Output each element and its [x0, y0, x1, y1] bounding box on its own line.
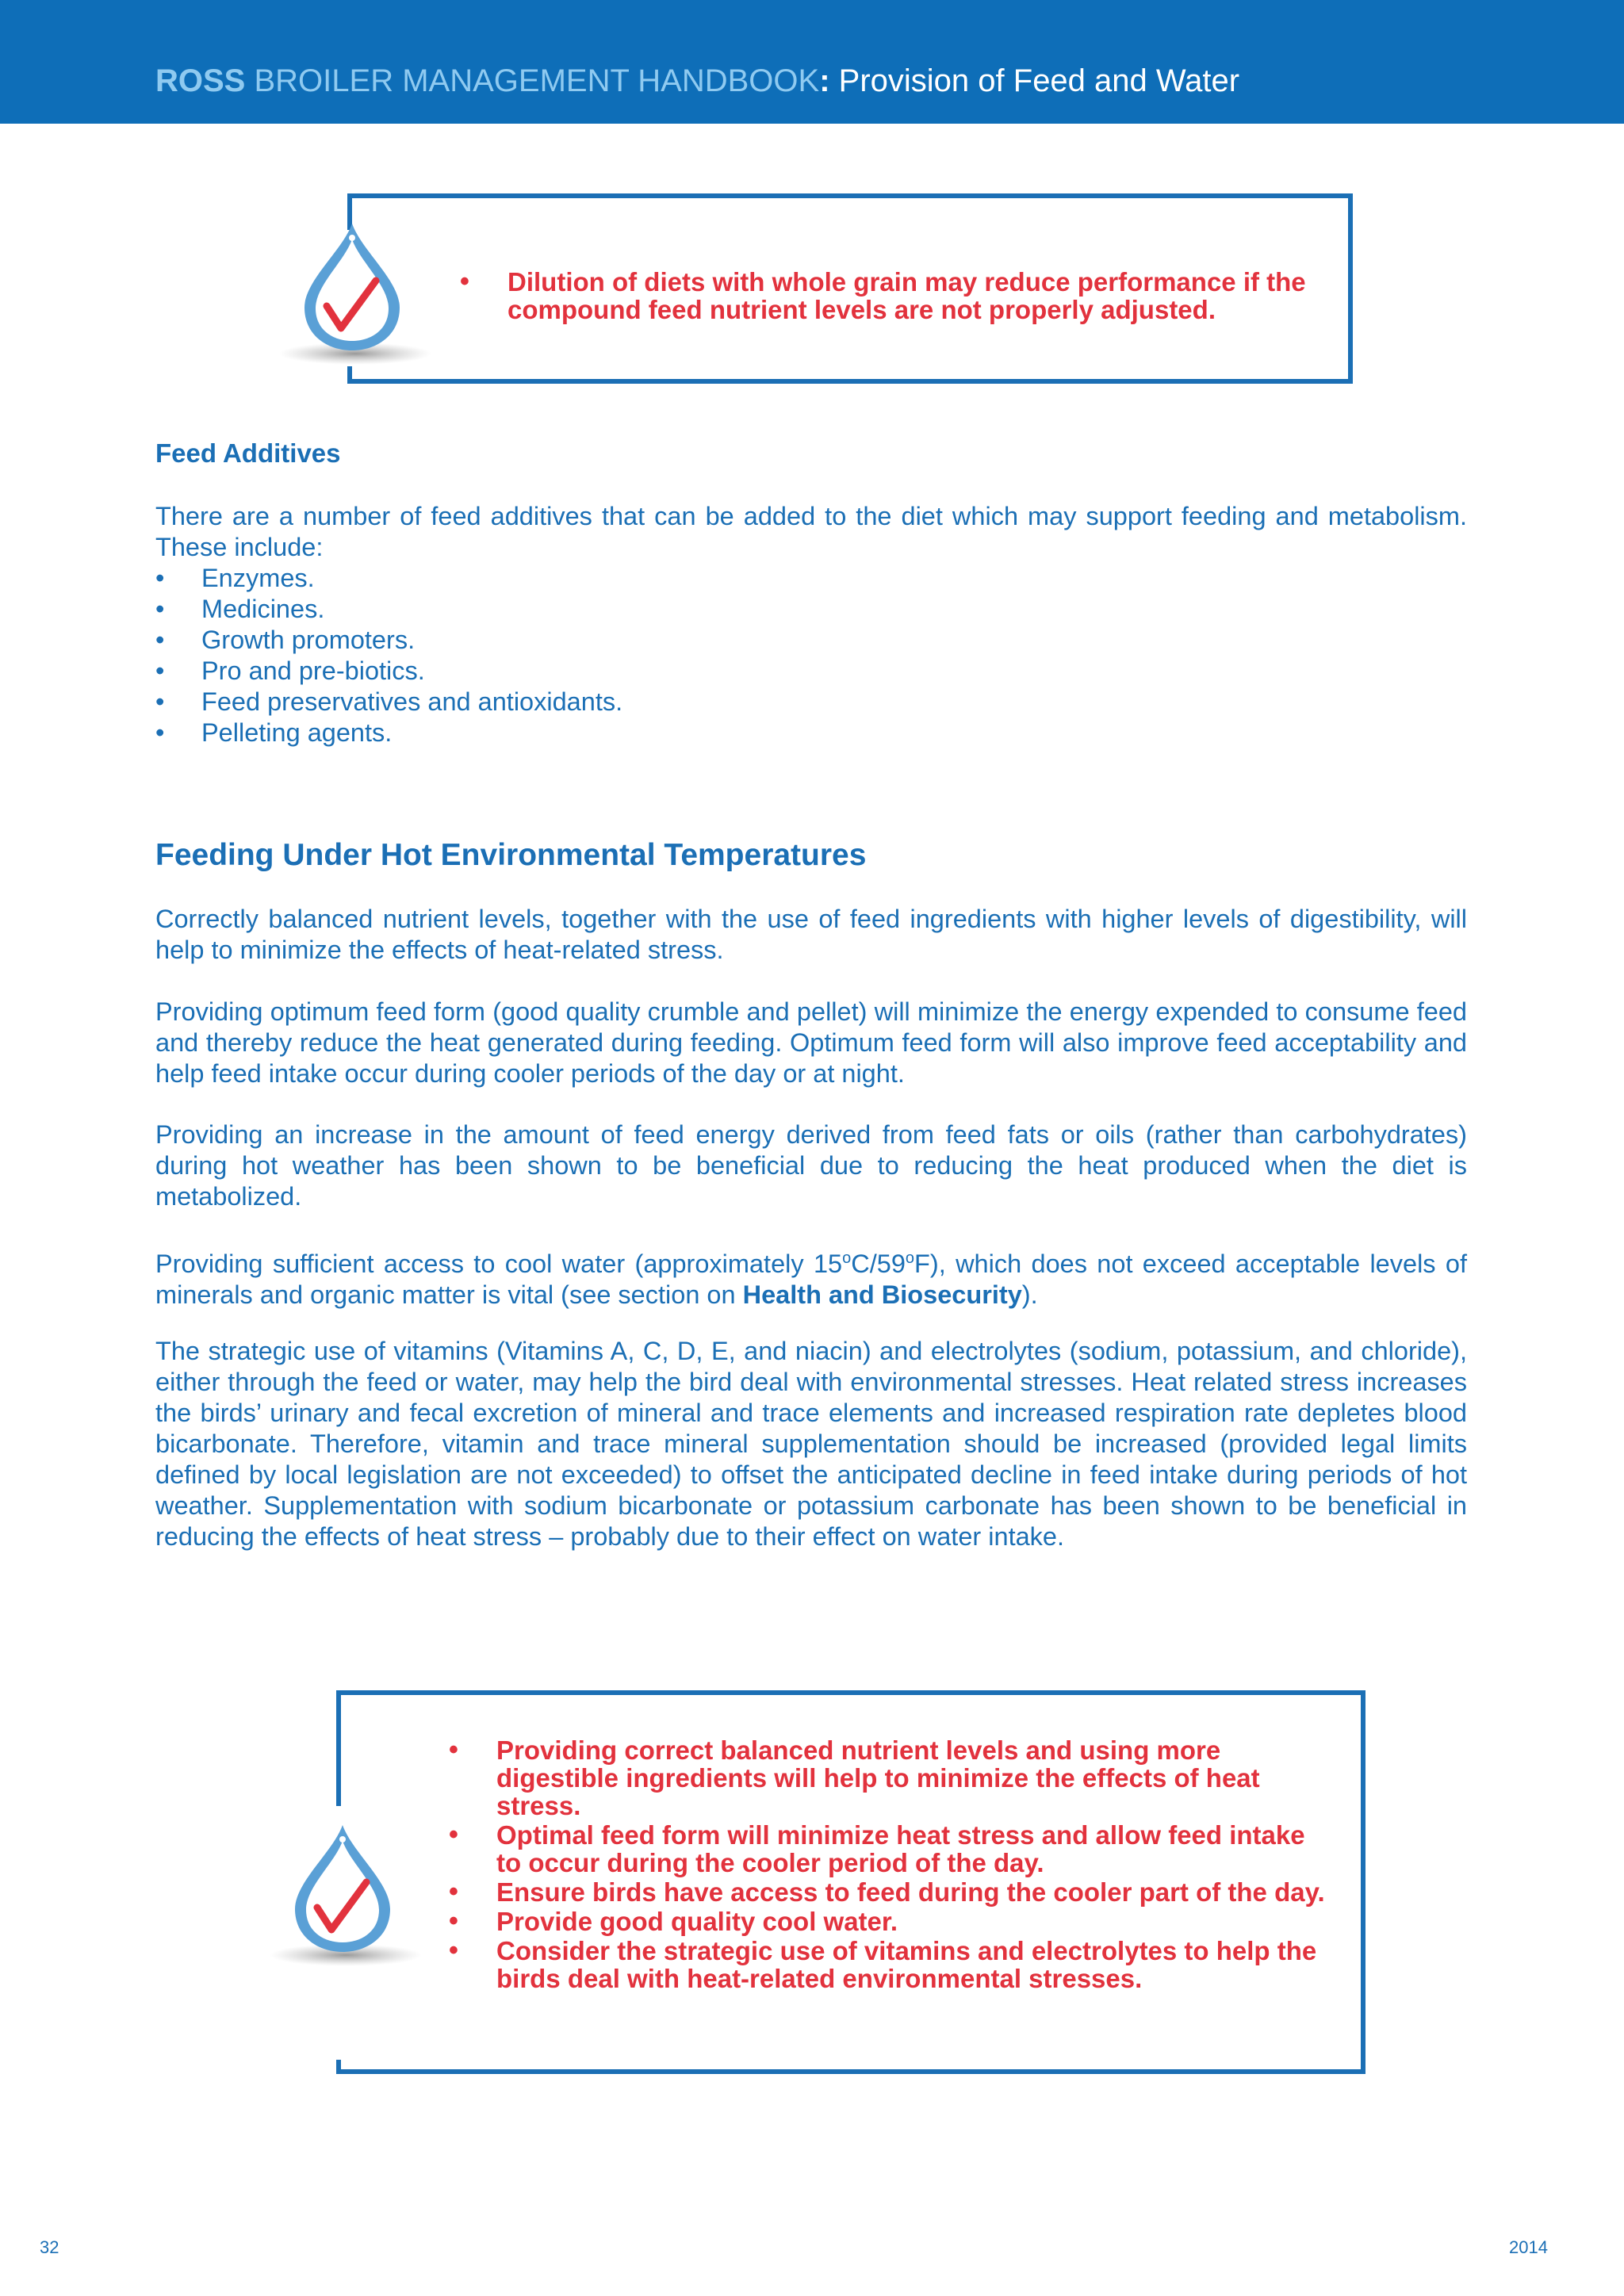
paragraph-part: F), which does not exceed acceptable levels of minerals and organic matter is vital (see section on — [155, 1249, 1467, 1309]
footer-year: 2014 — [1509, 2237, 1548, 2257]
paragraph: Providing optimum feed form (good quality crumble and pellet) will minimize the energy expended to consume feed and thereby reduce the heat generated during feeding. Optimum feed form will also improve feed acceptability and help feed intake occur during cooler periods of the day or at night. — [155, 997, 1467, 1088]
tip-list-2 — [449, 1736, 1329, 1994]
tip-item: • Provide good quality cool water. — [449, 1908, 1329, 1935]
header-brand: ROSS — [155, 63, 246, 98]
paragraph-part: C/59 — [851, 1249, 906, 1278]
feed-additives-intro: There are a number of feed additives that can be added to the diet which may support feeding and metabolism. These include: — [155, 502, 1467, 561]
header-section: Provision of Feed and Water — [838, 63, 1240, 98]
section-reference: Health and Biosecurity — [742, 1280, 1022, 1309]
tip-item: • Ensure birds have access to feed during the cooler part of the day. — [449, 1878, 1329, 1906]
degree-mark: o — [842, 1249, 852, 1267]
header-title — [155, 62, 1239, 100]
paragraph-part: Providing sufficient access to cool water (approximately 15 — [155, 1249, 843, 1278]
list-item: • Pro and pre-biotics. — [155, 656, 622, 687]
paragraph: Correctly balanced nutrient levels, together with the use of feed ingredients with higher levels of digestibility, will help to minimize the effects of heat-related stress. — [155, 905, 1467, 964]
list-item: • Pelleting agents. — [155, 718, 622, 748]
tip-item: • Providing correct balanced nutrient levels and using more digestible ingredients will help to minimize the effects of heat stress. — [449, 1736, 1329, 1820]
paragraph-part: ). — [1021, 1280, 1038, 1309]
header-colon: : — [819, 63, 830, 98]
hot-temperatures-heading: Feeding Under Hot Environmental Temperatures — [155, 838, 867, 872]
paragraph — [155, 1243, 1467, 1311]
tip-list-1 — [460, 268, 1316, 325]
header-series: BROILER MANAGEMENT HANDBOOK — [254, 63, 820, 98]
page-number: 32 — [40, 2237, 59, 2257]
tip-item: • Optimal feed form will minimize heat stress and allow feed intake to occur during the cooler period of the day. — [449, 1821, 1329, 1877]
page-header — [0, 0, 1624, 124]
tip-item: • Consider the strategic use of vitamins and electrolytes to help the birds deal with heat-related environmental stresses. — [449, 1937, 1329, 1992]
checkmark-drop-icon — [274, 219, 436, 374]
feed-additives-heading: Feed Additives — [155, 438, 341, 468]
paragraph: Providing an increase in the amount of feed energy derived from feed fats or oils (rather than carbohydrates) during hot weather has been shown to be beneficial due to reducing the heat produced when the diet is metabolized. — [155, 1120, 1467, 1211]
tip-item: • Dilution of diets with whole grain may reduce performance if the compound feed nutrient levels are not properly adjusted. — [460, 268, 1316, 323]
feed-additives-list — [155, 563, 622, 748]
degree-mark: o — [905, 1249, 915, 1267]
list-item: • Enzymes. — [155, 563, 622, 594]
checkmark-drop-icon — [265, 1820, 427, 1976]
paragraph: The strategic use of vitamins (Vitamins A, C, D, E, and niacin) and electrolytes (sodium, potassium, and chloride), either through the feed or water, may help the bird deal with environmental stresses. Heat related stress increases the birds’ urinary and fecal excretion of mineral and trace elements and increased respiration rate depletes blood bicarbonate. Therefore, vitamin and trace mineral supplementation should be increased (provided legal limits defined by local legislation are not exceeded) to offset the anticipated decline in feed intake during periods of hot weather. Supplementation with sodium bicarbonate or potassium carbonate has been shown to be beneficial in reducing the effects of heat stress – probably due to their effect on water intake. — [155, 1337, 1467, 1551]
list-item: • Feed preservatives and antioxidants. — [155, 687, 622, 718]
list-item: • Growth promoters. — [155, 625, 622, 656]
list-item: • Medicines. — [155, 594, 622, 625]
